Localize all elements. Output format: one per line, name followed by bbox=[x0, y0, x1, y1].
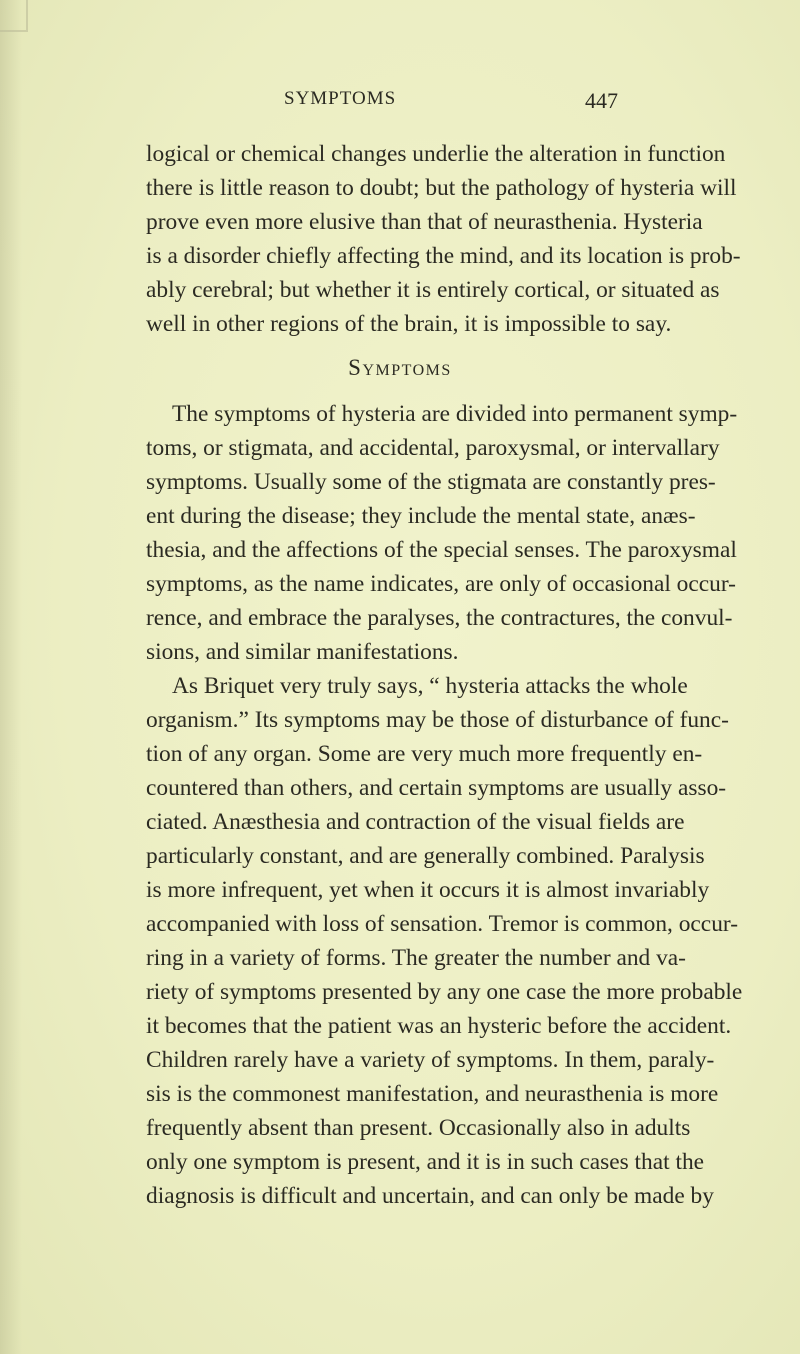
paragraph-1-line: is a disorder chiefly affecting the mind, and its location is prob- bbox=[146, 243, 741, 269]
paragraph-3-line: tion of any organ. Some are very much more frequently en- bbox=[146, 741, 703, 767]
paragraph-3-line: diagnosis is difficult and uncertain, and can only be made by bbox=[146, 1183, 714, 1209]
paragraph-3-line: accompanied with loss of sensation. Tremor is common, occur- bbox=[146, 911, 738, 937]
paragraph-3-line: As Briquet very truly says, “ hysteria attacks the whole bbox=[172, 673, 688, 699]
paragraph-3-line: Children rarely have a variety of symptoms. In them, paraly- bbox=[146, 1047, 715, 1073]
paragraph-3-line: countered than others, and certain symptoms are usually asso- bbox=[146, 775, 727, 801]
paragraph-2-line: rence, and embrace the paralyses, the contractures, the convul- bbox=[146, 605, 733, 631]
paragraph-3-line: frequently absent than present. Occasionally also in adults bbox=[146, 1115, 691, 1141]
paragraph-3-line: riety of symptoms presented by any one case the more probable bbox=[146, 979, 743, 1005]
paragraph-1-line: there is little reason to doubt; but the pathology of hysteria will bbox=[146, 175, 737, 201]
paragraph-2-line: thesia, and the affections of the special senses. The paroxysmal bbox=[146, 537, 737, 563]
paragraph-1-line: ably cerebral; but whether it is entirely cortical, or situated as bbox=[146, 277, 720, 303]
paragraph-3-line: it becomes that the patient was an hysteric before the accident. bbox=[146, 1013, 732, 1039]
paragraph-2-line: toms, or stigmata, and accidental, paroxysmal, or intervallary bbox=[146, 435, 720, 461]
paragraph-2-line: ent during the disease; they include the mental state, anæs- bbox=[146, 503, 696, 529]
page-header bbox=[0, 88, 800, 118]
paragraph-3-line: ciated. Anæsthesia and contraction of the visual fields are bbox=[146, 809, 685, 835]
page-corner-mark bbox=[0, 0, 28, 32]
paragraph-2-line: symptoms, as the name indicates, are only of occasional occur- bbox=[146, 571, 736, 597]
paragraph-3-line: organism.” Its symptoms may be those of disturbance of func- bbox=[146, 707, 729, 733]
paragraph-3-line: only one symptom is present, and it is in such cases that the bbox=[146, 1149, 705, 1175]
section-heading: Symptoms bbox=[348, 355, 452, 380]
paragraph-3-line: ring in a variety of forms. The greater the number and va- bbox=[146, 945, 686, 971]
paragraph-2-line: sions, and similar manifestations. bbox=[146, 639, 459, 665]
paragraph-3-line: is more infrequent, yet when it occurs it is almost invariably bbox=[146, 877, 710, 903]
page-number: 447 bbox=[585, 88, 618, 113]
running-head: SYMPTOMS bbox=[284, 88, 397, 109]
paragraph-1-line: prove even more elusive than that of neurasthenia. Hysteria bbox=[146, 209, 703, 235]
page-edge-shadow bbox=[0, 0, 22, 1354]
paragraph-2-line: The symptoms of hysteria are divided into permanent symp- bbox=[172, 401, 738, 427]
paragraph-1-line: well in other regions of the brain, it is impossible to say. bbox=[146, 311, 672, 337]
paragraph-2-line: symptoms. Usually some of the stigmata are constantly pres- bbox=[146, 469, 716, 495]
paragraph-3-line: particularly constant, and are generally combined. Paralysis bbox=[146, 843, 705, 869]
paragraph-3-line: sis is the commonest manifestation, and neurasthenia is more bbox=[146, 1081, 719, 1107]
paragraph-1-line: logical or chemical changes underlie the alteration in function bbox=[146, 141, 726, 167]
